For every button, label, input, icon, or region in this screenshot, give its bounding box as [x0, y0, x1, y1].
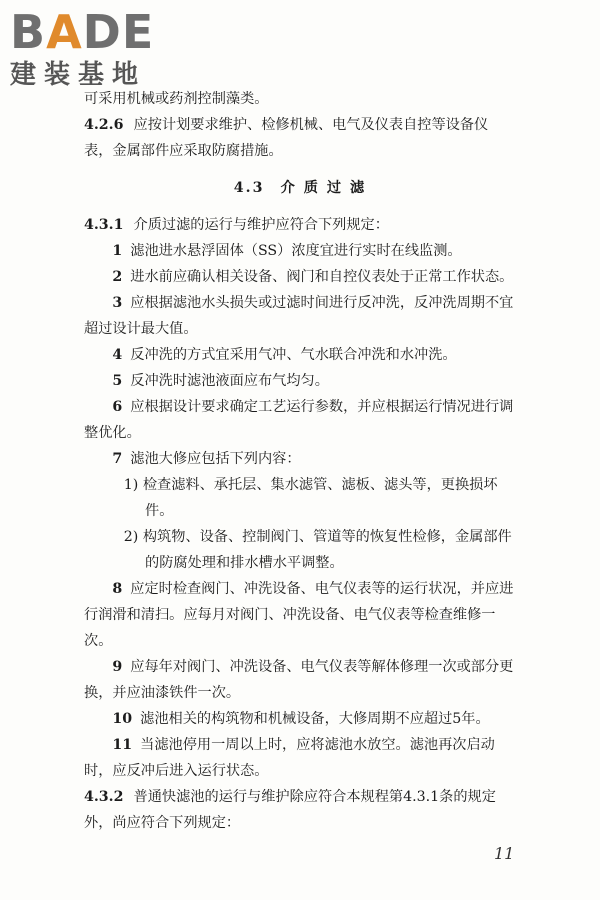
list-item: 11 当滤池停用一周以上时，应将滤池水放空。滤池再次启动时，应反冲后进入运行状态。 — [84, 737, 495, 779]
list-item: 3 应根据滤池水头损失或过滤时间进行反冲洗，反冲洗周期不宜超过设计最大值。 — [84, 295, 514, 337]
item-list — [84, 238, 516, 784]
section-heading: 4.3 介 质 过 滤 — [233, 180, 367, 196]
clause-text: 普通快滤池的运行与维护除应符合本规程第4.3.1条的规定外，尚应符合下列规定： — [84, 789, 496, 831]
clause-text: 应按计划要求维护、检修机械、电气及仪表自控等设备仪表，金属部件应采取防腐措施。 — [84, 117, 489, 159]
sub-item: 1) 检查滤料、承托层、集水滤管、滤板、滤头等，更换损坏件。 — [123, 477, 498, 519]
list-item: 1 滤池进水悬浮固体（SS）浓度宜进行实时在线监测。 — [112, 243, 462, 259]
clause-number: 4.3.1 — [84, 217, 124, 233]
sub-item: 2) 构筑物、设备、控制阀门、管道等的恢复性检修，金属部件的防腐处理和排水槽水平调整。 — [123, 529, 512, 571]
logo-wordmark: BADE — [10, 5, 155, 59]
list-item: 8 应定时检查阀门、冲洗设备、电气仪表等的运行状况，并应进行润滑和清扫。应每月对阀门、冲洗设备、电气仪表等检查维修一次。 — [84, 581, 514, 649]
clause-4-3-2 — [84, 784, 516, 836]
document-body — [84, 86, 516, 836]
page-number: 11 — [494, 844, 515, 863]
continued-text: 可采用机械或药剂控制藻类。 — [84, 91, 269, 107]
list-item: 2 进水前应确认相关设备、阀门和自控仪表处于正常工作状态。 — [112, 269, 514, 285]
list-item: 4 反冲洗的方式宜采用气冲、气水联合冲洗和水冲洗。 — [112, 347, 457, 363]
clause-number: 4.2.6 — [84, 117, 124, 133]
bade-logo — [10, 6, 180, 92]
list-item: 6 应根据设计要求确定工艺运行参数，并应根据运行情况进行调整优化。 — [84, 399, 514, 441]
clause-4-2-6 — [84, 112, 516, 164]
list-item: 9 应每年对阀门、冲洗设备、电气仪表等解体修理一次或部分更换，并应油漆铁件一次。 — [84, 659, 514, 701]
list-item: 5 反冲洗时滤池液面应布气均匀。 — [112, 373, 329, 389]
logo-subtitle: 建装基地 — [10, 60, 147, 90]
clause-number: 4.3.2 — [84, 789, 124, 805]
list-item: 7 滤池大修应包括下列内容： — [112, 451, 301, 467]
clause-text: 介质过滤的运行与维护应符合下列规定： — [133, 217, 389, 233]
clause-4-3-1 — [84, 212, 516, 238]
list-item: 10 滤池相关的构筑物和机械设备，大修周期不应超过5年。 — [112, 711, 490, 727]
